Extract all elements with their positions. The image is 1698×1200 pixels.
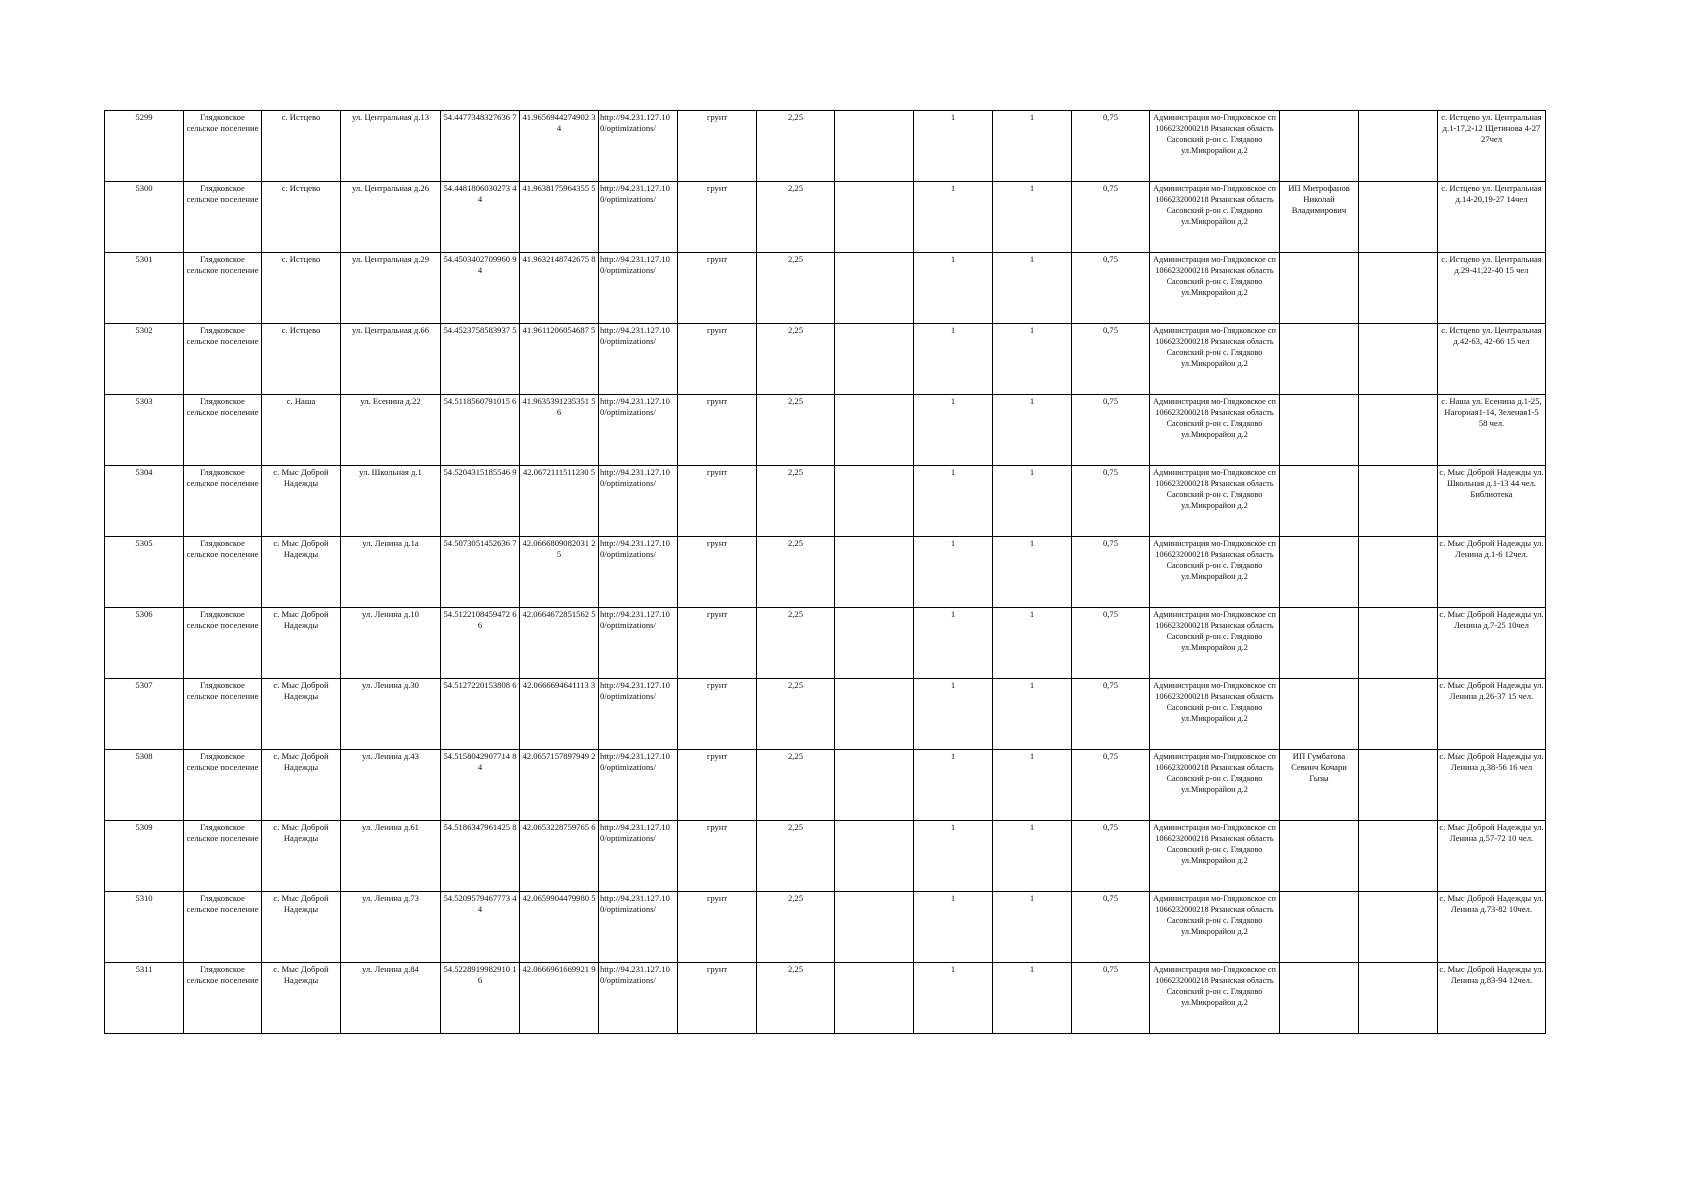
area-cell: 2,25	[757, 821, 835, 892]
area-cell: 2,25	[757, 608, 835, 679]
row-id-cell: 5310	[105, 892, 184, 963]
address-cell: ул. Центральная д.29	[341, 253, 441, 324]
container-count-cell: 1	[914, 821, 993, 892]
container-count-cell: 1	[914, 679, 993, 750]
settlement-cell: Глядковское сельское поселение	[184, 324, 262, 395]
container-count-cell: 1	[914, 182, 993, 253]
served-objects-cell: с. Мыс Доброй Надежды ул. Ленина д.38-56 16 чел	[1438, 750, 1546, 821]
surface-cell: грунт	[678, 608, 757, 679]
volume-cell: 0,75	[1072, 679, 1150, 750]
locality-cell: с. Мыс Доброй Надежды	[262, 466, 341, 537]
address-cell: ул. Центральная д.66	[341, 324, 441, 395]
surface-cell: грунт	[678, 679, 757, 750]
container-count-cell: 1	[993, 963, 1072, 1034]
volume-cell: 0,75	[1072, 395, 1150, 466]
container-count-cell: 1	[993, 537, 1072, 608]
operator-cell: ИП Митрофанов Николай Владимирович	[1280, 182, 1359, 253]
container-count-cell: 1	[993, 821, 1072, 892]
row-id-cell: 5300	[105, 182, 184, 253]
row-id-cell: 5311	[105, 963, 184, 1034]
row-id-cell: 5302	[105, 324, 184, 395]
empty-cell	[1359, 608, 1438, 679]
empty-cell	[835, 537, 914, 608]
longitude-cell: 41.9656944274902 34	[520, 111, 599, 182]
address-cell: ул. Центральная д.26	[341, 182, 441, 253]
volume-cell: 0,75	[1072, 111, 1150, 182]
address-cell: ул. Школьная д.1	[341, 466, 441, 537]
settlement-cell: Глядковское сельское поселение	[184, 466, 262, 537]
empty-cell	[835, 821, 914, 892]
area-cell: 2,25	[757, 395, 835, 466]
table-row	[105, 679, 1546, 750]
volume-cell: 0,75	[1072, 963, 1150, 1034]
container-count-cell: 1	[993, 679, 1072, 750]
locality-cell: с. Мыс Доброй Надежды	[262, 608, 341, 679]
surface-cell: грунт	[678, 324, 757, 395]
longitude-cell: 42.0672111511230 5	[520, 466, 599, 537]
row-id-cell: 5309	[105, 821, 184, 892]
empty-cell	[835, 111, 914, 182]
owner-cell: Администрация мо-Глядковское сп 1066232000218 Рязанская область Сасовский р-он с. Глядково ул.Микрорайон д.2	[1150, 537, 1280, 608]
latitude-cell: 54.5204315185546 9	[441, 466, 520, 537]
locality-cell: с. Истцево	[262, 253, 341, 324]
owner-cell: Администрация мо-Глядковское сп 1066232000218 Рязанская область Сасовский р-он с. Глядково ул.Микрорайон д.2	[1150, 182, 1280, 253]
row-id-cell: 5301	[105, 253, 184, 324]
area-cell: 2,25	[757, 111, 835, 182]
latitude-cell: 54.5186347961425 8	[441, 821, 520, 892]
row-id-cell: 5299	[105, 111, 184, 182]
area-cell: 2,25	[757, 466, 835, 537]
operator-cell: ИП Гумбатова Севинч Кочари Гызы	[1280, 750, 1359, 821]
latitude-cell: 54.4481806030273 44	[441, 182, 520, 253]
link-cell: http://94.231.127.10 0/optimizations/	[599, 608, 678, 679]
latitude-cell: 54.5228919982910 16	[441, 963, 520, 1034]
container-count-cell: 1	[914, 111, 993, 182]
empty-cell	[1359, 466, 1438, 537]
table-row	[105, 963, 1546, 1034]
empty-cell	[835, 182, 914, 253]
settlement-cell: Глядковское сельское поселение	[184, 821, 262, 892]
owner-cell: Администрация мо-Глядковское сп 1066232000218 Рязанская область Сасовский р-он с. Глядково ул.Микрорайон д.2	[1150, 253, 1280, 324]
container-count-cell: 1	[914, 608, 993, 679]
area-cell: 2,25	[757, 253, 835, 324]
row-id-cell: 5306	[105, 608, 184, 679]
link-cell: http://94.231.127.10 0/optimizations/	[599, 324, 678, 395]
longitude-cell: 42.0653228759765 6	[520, 821, 599, 892]
surface-cell: грунт	[678, 253, 757, 324]
empty-cell	[835, 253, 914, 324]
settlement-cell: Глядковское сельское поселение	[184, 253, 262, 324]
address-cell: ул. Центральная д.13	[341, 111, 441, 182]
empty-cell	[835, 750, 914, 821]
operator-cell	[1280, 253, 1359, 324]
link-cell: http://94.231.127.10 0/optimizations/	[599, 395, 678, 466]
latitude-cell: 54.5073051452636 7	[441, 537, 520, 608]
operator-cell	[1280, 821, 1359, 892]
table-row	[105, 750, 1546, 821]
locality-cell: с. Мыс Доброй Надежды	[262, 963, 341, 1034]
empty-cell	[1359, 821, 1438, 892]
longitude-cell: 42.0659904479980 5	[520, 892, 599, 963]
operator-cell	[1280, 395, 1359, 466]
served-objects-cell: с. Мыс Доброй Надежды ул. Ленина д.73-82 10чел.	[1438, 892, 1546, 963]
surface-cell: грунт	[678, 821, 757, 892]
table-row	[105, 253, 1546, 324]
area-cell: 2,25	[757, 963, 835, 1034]
served-objects-cell: с. Мыс Доброй Надежды ул. Ленина д.57-72 10 чел.	[1438, 821, 1546, 892]
table-row	[105, 466, 1546, 537]
longitude-cell: 42.0666694641113 3	[520, 679, 599, 750]
row-id-cell: 5304	[105, 466, 184, 537]
latitude-cell: 54.5158042907714 84	[441, 750, 520, 821]
volume-cell: 0,75	[1072, 466, 1150, 537]
locality-cell: с. Мыс Доброй Надежды	[262, 821, 341, 892]
row-id-cell: 5307	[105, 679, 184, 750]
empty-cell	[1359, 679, 1438, 750]
empty-cell	[835, 466, 914, 537]
longitude-cell: 42.0666961669921 9	[520, 963, 599, 1034]
container-count-cell: 1	[914, 963, 993, 1034]
surface-cell: грунт	[678, 537, 757, 608]
longitude-cell: 41.9635391235351 56	[520, 395, 599, 466]
settlement-cell: Глядковское сельское поселение	[184, 750, 262, 821]
longitude-cell: 42.0657157897949 2	[520, 750, 599, 821]
empty-cell	[835, 679, 914, 750]
empty-cell	[835, 963, 914, 1034]
settlement-cell: Глядковское сельское поселение	[184, 111, 262, 182]
area-cell: 2,25	[757, 679, 835, 750]
settlement-cell: Глядковское сельское поселение	[184, 679, 262, 750]
empty-cell	[1359, 537, 1438, 608]
table-row	[105, 821, 1546, 892]
operator-cell	[1280, 679, 1359, 750]
container-count-cell: 1	[993, 608, 1072, 679]
link-cell: http://94.231.127.10 0/optimizations/	[599, 182, 678, 253]
latitude-cell: 54.4477348327636 7	[441, 111, 520, 182]
registry-table	[104, 110, 1546, 1034]
row-id-cell: 5305	[105, 537, 184, 608]
link-cell: http://94.231.127.10 0/optimizations/	[599, 466, 678, 537]
empty-cell	[835, 892, 914, 963]
container-count-cell: 1	[993, 324, 1072, 395]
container-count-cell: 1	[993, 395, 1072, 466]
address-cell: ул. Ленина д.43	[341, 750, 441, 821]
row-id-cell: 5308	[105, 750, 184, 821]
latitude-cell: 54.4503402709960 94	[441, 253, 520, 324]
table-row	[105, 324, 1546, 395]
locality-cell: с. Мыс Доброй Надежды	[262, 537, 341, 608]
address-cell: ул. Ленина д.84	[341, 963, 441, 1034]
table-row	[105, 111, 1546, 182]
area-cell: 2,25	[757, 324, 835, 395]
area-cell: 2,25	[757, 750, 835, 821]
empty-cell	[1359, 750, 1438, 821]
operator-cell	[1280, 963, 1359, 1034]
served-objects-cell: с. Истцево ул. Центральная д.29-41,22-40 15 чел	[1438, 253, 1546, 324]
owner-cell: Администрация мо-Глядковское сп 1066232000218 Рязанская область Сасовский р-он с. Глядково ул.Микрорайон д.2	[1150, 821, 1280, 892]
served-objects-cell: с. Мыс Доброй Надежды ул. Ленина д.7-25 10чел	[1438, 608, 1546, 679]
latitude-cell: 54.5127220153808 6	[441, 679, 520, 750]
owner-cell: Администрация мо-Глядковское сп 1066232000218 Рязанская область Сасовский р-он с. Глядково ул.Микрорайон д.2	[1150, 324, 1280, 395]
address-cell: ул. Ленина д.73	[341, 892, 441, 963]
locality-cell: с. Наша	[262, 395, 341, 466]
link-cell: http://94.231.127.10 0/optimizations/	[599, 892, 678, 963]
settlement-cell: Глядковское сельское поселение	[184, 182, 262, 253]
container-count-cell: 1	[993, 750, 1072, 821]
link-cell: http://94.231.127.10 0/optimizations/	[599, 821, 678, 892]
container-count-cell: 1	[993, 466, 1072, 537]
served-objects-cell: с. Мыс Доброй Надежды ул. Школьная д.1-13 44 чел. Библиотека	[1438, 466, 1546, 537]
link-cell: http://94.231.127.10 0/optimizations/	[599, 679, 678, 750]
table-body	[105, 111, 1546, 1034]
container-count-cell: 1	[914, 750, 993, 821]
owner-cell: Администрация мо-Глядковское сп 1066232000218 Рязанская область Сасовский р-он с. Глядково ул.Микрорайон д.2	[1150, 395, 1280, 466]
volume-cell: 0,75	[1072, 750, 1150, 821]
served-objects-cell: с. Мыс Доброй Надежды ул. Ленина д.26-37 15 чел.	[1438, 679, 1546, 750]
owner-cell: Администрация мо-Глядковское сп 1066232000218 Рязанская область Сасовский р-он с. Глядково ул.Микрорайон д.2	[1150, 892, 1280, 963]
container-count-cell: 1	[993, 111, 1072, 182]
served-objects-cell: с. Мыс Доброй Надежды ул. Ленина д.83-94 12чел.	[1438, 963, 1546, 1034]
operator-cell	[1280, 608, 1359, 679]
volume-cell: 0,75	[1072, 608, 1150, 679]
empty-cell	[1359, 253, 1438, 324]
owner-cell: Администрация мо-Глядковское сп 1066232000218 Рязанская область Сасовский р-он с. Глядково ул.Микрорайон д.2	[1150, 679, 1280, 750]
latitude-cell: 54.5122108459472 66	[441, 608, 520, 679]
address-cell: ул. Ленина д.10	[341, 608, 441, 679]
served-objects-cell: с. Истцево ул. Центральная д.42-63, 42-66 15 чел	[1438, 324, 1546, 395]
table-row	[105, 608, 1546, 679]
latitude-cell: 54.5118560791015 6	[441, 395, 520, 466]
settlement-cell: Глядковское сельское поселение	[184, 537, 262, 608]
surface-cell: грунт	[678, 466, 757, 537]
address-cell: ул. Ленина д.61	[341, 821, 441, 892]
settlement-cell: Глядковское сельское поселение	[184, 395, 262, 466]
locality-cell: с. Мыс Доброй Надежды	[262, 750, 341, 821]
area-cell: 2,25	[757, 892, 835, 963]
link-cell: http://94.231.127.10 0/optimizations/	[599, 111, 678, 182]
locality-cell: с. Мыс Доброй Надежды	[262, 679, 341, 750]
locality-cell: с. Истцево	[262, 182, 341, 253]
container-count-cell: 1	[914, 466, 993, 537]
served-objects-cell: с. Истцево ул. Центральная д.1-17,2-12 Щетинова 4-27 27чел	[1438, 111, 1546, 182]
operator-cell	[1280, 466, 1359, 537]
link-cell: http://94.231.127.10 0/optimizations/	[599, 963, 678, 1034]
longitude-cell: 41.9611206054687 5	[520, 324, 599, 395]
container-count-cell: 1	[914, 892, 993, 963]
operator-cell	[1280, 111, 1359, 182]
surface-cell: грунт	[678, 395, 757, 466]
link-cell: http://94.231.127.10 0/optimizations/	[599, 750, 678, 821]
locality-cell: с. Истцево	[262, 111, 341, 182]
empty-cell	[1359, 892, 1438, 963]
volume-cell: 0,75	[1072, 537, 1150, 608]
empty-cell	[835, 608, 914, 679]
container-count-cell: 1	[914, 537, 993, 608]
volume-cell: 0,75	[1072, 892, 1150, 963]
locality-cell: с. Истцево	[262, 324, 341, 395]
address-cell: ул. Ленина д.1а	[341, 537, 441, 608]
area-cell: 2,25	[757, 537, 835, 608]
address-cell: ул. Есенина д.22	[341, 395, 441, 466]
address-cell: ул. Ленина д.30	[341, 679, 441, 750]
table-row	[105, 182, 1546, 253]
operator-cell	[1280, 537, 1359, 608]
container-count-cell: 1	[993, 892, 1072, 963]
latitude-cell: 54.4523758583937 5	[441, 324, 520, 395]
owner-cell: Администрация мо-Глядковское сп 1066232000218 Рязанская область Сасовский р-он с. Глядково ул.Микрорайон д.2	[1150, 750, 1280, 821]
container-count-cell: 1	[993, 182, 1072, 253]
table-row	[105, 892, 1546, 963]
empty-cell	[1359, 182, 1438, 253]
link-cell: http://94.231.127.10 0/optimizations/	[599, 253, 678, 324]
served-objects-cell: с. Наша ул. Есенина д.1-25, Нагорная1-14, Зеленая1-5 58 чел.	[1438, 395, 1546, 466]
empty-cell	[835, 395, 914, 466]
row-id-cell: 5303	[105, 395, 184, 466]
owner-cell: Администрация мо-Глядковское сп 1066232000218 Рязанская область Сасовский р-он с. Глядково ул.Микрорайон д.2	[1150, 608, 1280, 679]
settlement-cell: Глядковское сельское поселение	[184, 892, 262, 963]
container-count-cell: 1	[993, 253, 1072, 324]
volume-cell: 0,75	[1072, 182, 1150, 253]
served-objects-cell: с. Истцево ул. Центральная д.14-20,19-27 14чел	[1438, 182, 1546, 253]
container-count-cell: 1	[914, 395, 993, 466]
served-objects-cell: с. Мыс Доброй Надежды ул. Ленина д.1-6 12чел.	[1438, 537, 1546, 608]
volume-cell: 0,75	[1072, 821, 1150, 892]
settlement-cell: Глядковское сельское поселение	[184, 608, 262, 679]
surface-cell: грунт	[678, 182, 757, 253]
locality-cell: с. Мыс Доброй Надежды	[262, 892, 341, 963]
table-row	[105, 537, 1546, 608]
container-count-cell: 1	[914, 324, 993, 395]
operator-cell	[1280, 892, 1359, 963]
empty-cell	[1359, 395, 1438, 466]
empty-cell	[1359, 963, 1438, 1034]
longitude-cell: 41.9632148742675 8	[520, 253, 599, 324]
volume-cell: 0,75	[1072, 253, 1150, 324]
empty-cell	[1359, 324, 1438, 395]
owner-cell: Администрация мо-Глядковское сп 1066232000218 Рязанская область Сасовский р-он с. Глядково ул.Микрорайон д.2	[1150, 466, 1280, 537]
surface-cell: грунт	[678, 892, 757, 963]
longitude-cell: 41.9638175964355 5	[520, 182, 599, 253]
container-count-cell: 1	[914, 253, 993, 324]
owner-cell: Администрация мо-Глядковское сп 1066232000218 Рязанская область Сасовский р-он с. Глядково ул.Микрорайон д.2	[1150, 111, 1280, 182]
area-cell: 2,25	[757, 182, 835, 253]
link-cell: http://94.231.127.10 0/optimizations/	[599, 537, 678, 608]
longitude-cell: 42.0666809082031 25	[520, 537, 599, 608]
latitude-cell: 54.5209579467773 44	[441, 892, 520, 963]
operator-cell	[1280, 324, 1359, 395]
owner-cell: Администрация мо-Глядковское сп 1066232000218 Рязанская область Сасовский р-он с. Глядково ул.Микрорайон д.2	[1150, 963, 1280, 1034]
surface-cell: грунт	[678, 963, 757, 1034]
surface-cell: грунт	[678, 750, 757, 821]
empty-cell	[835, 324, 914, 395]
surface-cell: грунт	[678, 111, 757, 182]
longitude-cell: 42.0664672851562 5	[520, 608, 599, 679]
empty-cell	[1359, 111, 1438, 182]
table-row	[105, 395, 1546, 466]
settlement-cell: Глядковское сельское поселение	[184, 963, 262, 1034]
volume-cell: 0,75	[1072, 324, 1150, 395]
